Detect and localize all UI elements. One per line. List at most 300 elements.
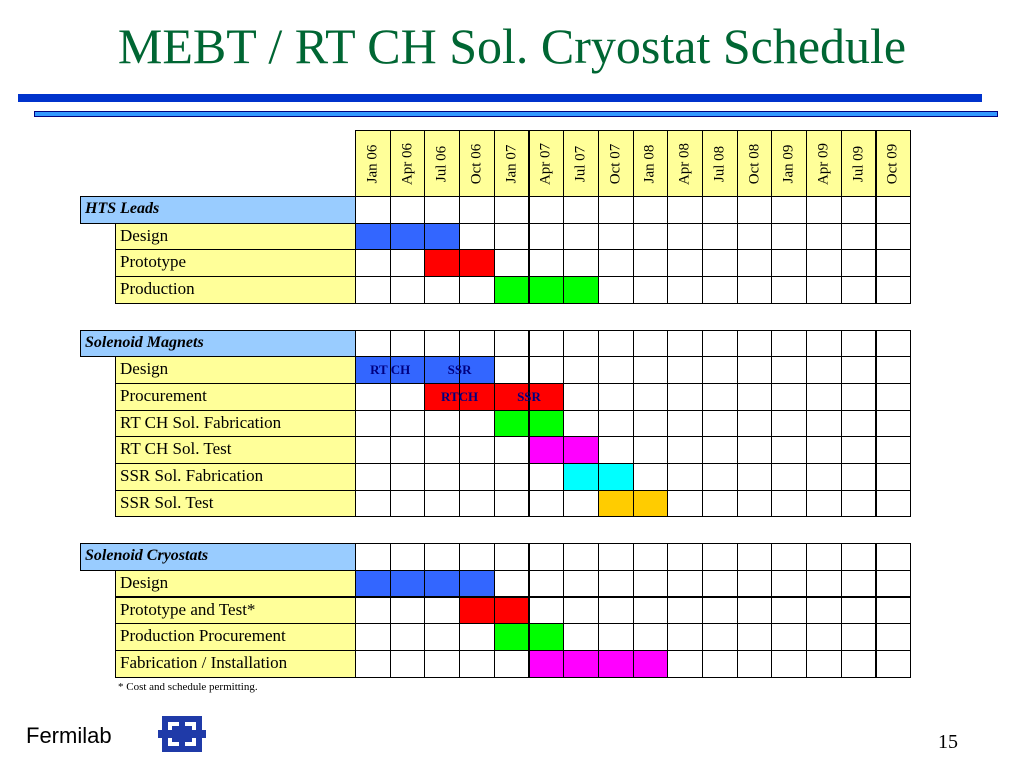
- schedule-cell: [390, 383, 426, 411]
- schedule-cell: [841, 356, 877, 384]
- month-header: [633, 130, 669, 197]
- schedule-cell: [876, 410, 912, 438]
- slide-title: MEBT / RT CH Sol. Cryostat Schedule: [117, 18, 907, 74]
- schedule-cell: [876, 543, 912, 571]
- schedule-cell: [355, 623, 391, 651]
- schedule-cell: [494, 196, 530, 224]
- task-label: Design: [115, 570, 356, 598]
- schedule-bar-cell: [598, 463, 634, 491]
- schedule-cell: [390, 463, 426, 491]
- schedule-bar-cell: [494, 597, 530, 625]
- schedule-cell: [737, 436, 773, 464]
- schedule-cell: [529, 249, 565, 277]
- month-header: [459, 130, 495, 197]
- schedule-cell: [390, 196, 426, 224]
- month-label: Jan 07: [503, 144, 520, 183]
- schedule-cell: [737, 223, 773, 251]
- schedule-cell: [424, 436, 460, 464]
- month-label: Jul 08: [711, 145, 728, 182]
- schedule-cell: [702, 650, 738, 678]
- schedule-cell: [841, 463, 877, 491]
- schedule-bar-cell: [424, 356, 460, 384]
- schedule-cell: [529, 330, 565, 358]
- schedule-cell: [598, 383, 634, 411]
- schedule-cell: [355, 597, 391, 625]
- schedule-cell: [737, 543, 773, 571]
- schedule-cell: [771, 570, 807, 598]
- schedule-cell: [598, 223, 634, 251]
- month-header: [424, 130, 460, 197]
- schedule-cell: [667, 356, 703, 384]
- schedule-cell: [633, 196, 669, 224]
- schedule-cell: [841, 196, 877, 224]
- schedule-cell: [667, 650, 703, 678]
- schedule-cell: [876, 330, 912, 358]
- schedule-cell: [459, 543, 495, 571]
- schedule-bar-cell: [598, 650, 634, 678]
- schedule-cell: [494, 436, 530, 464]
- schedule-cell: [702, 597, 738, 625]
- month-label: Oct 09: [884, 143, 901, 184]
- schedule-bar-cell: [390, 570, 426, 598]
- page-number: 15: [938, 731, 958, 753]
- schedule-cell: [806, 463, 842, 491]
- schedule-cell: [633, 597, 669, 625]
- schedule-cell: [806, 249, 842, 277]
- schedule-cell: [771, 356, 807, 384]
- month-header: [806, 130, 842, 197]
- schedule-cell: [806, 410, 842, 438]
- schedule-cell: [806, 623, 842, 651]
- schedule-cell: [737, 463, 773, 491]
- schedule-bar-cell: [459, 249, 495, 277]
- schedule-cell: [563, 330, 599, 358]
- footnote: * Cost and schedule permitting.: [118, 681, 258, 693]
- schedule-cell: [667, 330, 703, 358]
- schedule-bar-cell: [598, 490, 634, 518]
- schedule-cell: [841, 410, 877, 438]
- schedule-cell: [633, 276, 669, 304]
- month-label: Jul 06: [433, 145, 450, 182]
- schedule-cell: [771, 249, 807, 277]
- schedule-cell: [806, 383, 842, 411]
- schedule-cell: [494, 249, 530, 277]
- month-header: [876, 130, 912, 197]
- bar-label: SSR: [517, 388, 541, 404]
- month-label: Oct 06: [468, 143, 485, 184]
- schedule-cell: [737, 383, 773, 411]
- schedule-cell: [771, 623, 807, 651]
- schedule-cell: [841, 570, 877, 598]
- schedule-cell: [667, 623, 703, 651]
- schedule-cell: [841, 249, 877, 277]
- schedule-cell: [876, 383, 912, 411]
- schedule-cell: [529, 356, 565, 384]
- schedule-cell: [424, 410, 460, 438]
- month-header: [667, 130, 703, 197]
- schedule-cell: [355, 410, 391, 438]
- schedule-bar-cell: [355, 570, 391, 598]
- schedule-cell: [702, 463, 738, 491]
- schedule-bar-cell: [494, 276, 530, 304]
- schedule-cell: [702, 330, 738, 358]
- schedule-cell: [355, 543, 391, 571]
- month-header: [737, 130, 773, 197]
- schedule-bar-cell: [529, 623, 565, 651]
- schedule-cell: [771, 330, 807, 358]
- schedule-cell: [667, 196, 703, 224]
- schedule-cell: [563, 356, 599, 384]
- month-header: [563, 130, 599, 197]
- schedule-cell: [667, 383, 703, 411]
- month-header: [771, 130, 807, 197]
- schedule-cell: [633, 330, 669, 358]
- schedule-cell: [563, 196, 599, 224]
- schedule-cell: [598, 543, 634, 571]
- schedule-cell: [876, 623, 912, 651]
- schedule-cell: [841, 223, 877, 251]
- schedule-cell: [737, 490, 773, 518]
- schedule-cell: [633, 570, 669, 598]
- schedule-bar-cell: [355, 356, 391, 384]
- schedule-bar-cell: [529, 436, 565, 464]
- schedule-cell: [390, 543, 426, 571]
- schedule-cell: [702, 383, 738, 411]
- schedule-cell: [702, 249, 738, 277]
- schedule-cell: [529, 223, 565, 251]
- schedule-cell: [424, 463, 460, 491]
- schedule-cell: [876, 276, 912, 304]
- schedule-bar-cell: [459, 597, 495, 625]
- schedule-cell: [598, 623, 634, 651]
- schedule-cell: [771, 223, 807, 251]
- schedule-bar-cell: [355, 223, 391, 251]
- schedule-cell: [529, 570, 565, 598]
- schedule-cell: [667, 249, 703, 277]
- schedule-bar-cell: [529, 410, 565, 438]
- schedule-cell: [563, 490, 599, 518]
- schedule-cell: [737, 356, 773, 384]
- schedule-cell: [529, 597, 565, 625]
- schedule-cell: [806, 436, 842, 464]
- schedule-bar-cell: [494, 410, 530, 438]
- schedule-cell: [633, 410, 669, 438]
- schedule-cell: [841, 543, 877, 571]
- task-label: Design: [115, 223, 356, 251]
- schedule-cell: [702, 196, 738, 224]
- schedule-cell: [494, 223, 530, 251]
- schedule-cell: [390, 436, 426, 464]
- schedule-cell: [355, 463, 391, 491]
- schedule-cell: [459, 436, 495, 464]
- schedule-cell: [737, 276, 773, 304]
- schedule-cell: [737, 650, 773, 678]
- schedule-cell: [598, 597, 634, 625]
- schedule-bar-cell: [494, 623, 530, 651]
- schedule-cell: [598, 196, 634, 224]
- schedule-cell: [355, 330, 391, 358]
- schedule-cell: [355, 436, 391, 464]
- schedule-cell: [563, 249, 599, 277]
- schedule-cell: [355, 276, 391, 304]
- schedule-bar-cell: [563, 436, 599, 464]
- schedule-cell: [876, 490, 912, 518]
- schedule-cell: [563, 570, 599, 598]
- schedule-cell: [563, 383, 599, 411]
- schedule-cell: [841, 330, 877, 358]
- schedule-cell: [841, 490, 877, 518]
- task-label: Design: [115, 356, 356, 384]
- month-label: Oct 07: [607, 143, 624, 184]
- schedule-cell: [494, 570, 530, 598]
- schedule-cell: [633, 383, 669, 411]
- schedule-cell: [841, 276, 877, 304]
- schedule-cell: [494, 650, 530, 678]
- schedule-cell: [529, 196, 565, 224]
- task-label: Production Procurement: [115, 623, 356, 651]
- schedule-cell: [633, 249, 669, 277]
- schedule-cell: [737, 330, 773, 358]
- schedule-cell: [667, 276, 703, 304]
- schedule-cell: [529, 543, 565, 571]
- schedule-cell: [702, 223, 738, 251]
- schedule-cell: [459, 650, 495, 678]
- schedule-cell: [459, 223, 495, 251]
- schedule-cell: [806, 490, 842, 518]
- schedule-cell: [563, 623, 599, 651]
- schedule-cell: [459, 276, 495, 304]
- month-label: Jul 07: [572, 145, 589, 182]
- schedule-cell: [563, 223, 599, 251]
- schedule-bar-cell: [563, 463, 599, 491]
- schedule-bar-cell: [390, 356, 426, 384]
- schedule-cell: [702, 276, 738, 304]
- schedule-cell: [841, 383, 877, 411]
- schedule-cell: [841, 650, 877, 678]
- schedule-cell: [459, 196, 495, 224]
- task-label: RT CH Sol. Test: [115, 436, 356, 464]
- schedule-cell: [633, 436, 669, 464]
- fermilab-logo-text: Fermilab: [26, 723, 112, 748]
- schedule-cell: [771, 463, 807, 491]
- schedule-cell: [459, 410, 495, 438]
- category-label: HTS Leads: [80, 196, 356, 224]
- schedule-cell: [806, 543, 842, 571]
- schedule-cell: [737, 249, 773, 277]
- schedule-cell: [598, 330, 634, 358]
- task-label: SSR Sol. Fabrication: [115, 463, 356, 491]
- task-label: Procurement: [115, 383, 356, 411]
- schedule-cell: [563, 543, 599, 571]
- bar-label: RT CH: [370, 362, 411, 378]
- schedule-cell: [771, 490, 807, 518]
- task-label: RT CH Sol. Fabrication: [115, 410, 356, 438]
- schedule-cell: [494, 543, 530, 571]
- schedule-bar-cell: [633, 650, 669, 678]
- schedule-cell: [598, 276, 634, 304]
- schedule-cell: [459, 490, 495, 518]
- schedule-cell: [702, 543, 738, 571]
- schedule-cell: [459, 623, 495, 651]
- schedule-cell: [667, 436, 703, 464]
- schedule-cell: [633, 623, 669, 651]
- schedule-cell: [737, 623, 773, 651]
- schedule-cell: [494, 330, 530, 358]
- schedule-cell: [424, 276, 460, 304]
- schedule-cell: [667, 597, 703, 625]
- schedule-cell: [424, 330, 460, 358]
- month-label: Apr 06: [399, 142, 416, 185]
- schedule-bar-cell: [424, 383, 460, 411]
- category-label: Solenoid Magnets: [80, 330, 356, 358]
- schedule-cell: [737, 410, 773, 438]
- bar-label: SSR: [447, 362, 472, 378]
- schedule-cell: [771, 543, 807, 571]
- schedule-cell: [355, 249, 391, 277]
- schedule-cell: [876, 196, 912, 224]
- schedule-cell: [702, 436, 738, 464]
- schedule-cell: [771, 436, 807, 464]
- schedule-cell: [876, 356, 912, 384]
- schedule-cell: [355, 490, 391, 518]
- schedule-cell: [876, 249, 912, 277]
- schedule-cell: [494, 356, 530, 384]
- schedule-cell: [841, 597, 877, 625]
- schedule-cell: [598, 436, 634, 464]
- schedule-cell: [737, 196, 773, 224]
- schedule-cell: [633, 356, 669, 384]
- month-label: Apr 07: [537, 142, 554, 185]
- schedule-cell: [667, 543, 703, 571]
- schedule-cell: [771, 276, 807, 304]
- schedule-cell: [424, 543, 460, 571]
- schedule-cell: [771, 650, 807, 678]
- schedule-cell: [390, 597, 426, 625]
- schedule-cell: [702, 570, 738, 598]
- month-header: [702, 130, 738, 197]
- month-label: Oct 08: [746, 143, 763, 184]
- schedule-cell: [390, 330, 426, 358]
- schedule-cell: [424, 490, 460, 518]
- schedule-cell: [355, 383, 391, 411]
- task-label: SSR Sol. Test: [115, 490, 356, 518]
- schedule-cell: [667, 463, 703, 491]
- schedule-cell: [494, 490, 530, 518]
- schedule-cell: [667, 490, 703, 518]
- schedule-cell: [529, 463, 565, 491]
- schedule-cell: [598, 410, 634, 438]
- schedule-bar-cell: [529, 383, 565, 411]
- schedule-bar-cell: [563, 276, 599, 304]
- schedule-bar-cell: [529, 650, 565, 678]
- schedule-cell: [876, 570, 912, 598]
- schedule-bar-cell: [563, 650, 599, 678]
- schedule-cell: [806, 570, 842, 598]
- month-label: Jan 09: [780, 144, 797, 183]
- schedule-bar-cell: [424, 249, 460, 277]
- schedule-bar-cell: [390, 223, 426, 251]
- schedule-cell: [424, 196, 460, 224]
- schedule-cell: [598, 356, 634, 384]
- schedule-cell: [771, 196, 807, 224]
- schedule-cell: [390, 650, 426, 678]
- month-header: [355, 130, 391, 197]
- schedule-cell: [390, 276, 426, 304]
- schedule-cell: [841, 436, 877, 464]
- schedule-cell: [771, 597, 807, 625]
- schedule-bar-cell: [633, 490, 669, 518]
- schedule-cell: [667, 410, 703, 438]
- schedule-cell: [633, 463, 669, 491]
- schedule-cell: [806, 196, 842, 224]
- schedule-cell: [667, 223, 703, 251]
- schedule-cell: [459, 330, 495, 358]
- schedule-cell: [390, 410, 426, 438]
- schedule-cell: [806, 356, 842, 384]
- month-header: [598, 130, 634, 197]
- task-label: Prototype: [115, 249, 356, 277]
- schedule-bar-cell: [494, 383, 530, 411]
- month-label: Apr 09: [815, 142, 832, 185]
- schedule-cell: [563, 410, 599, 438]
- task-label: Production: [115, 276, 356, 304]
- schedule-bar-cell: [459, 356, 495, 384]
- schedule-cell: [598, 249, 634, 277]
- schedule-cell: [737, 597, 773, 625]
- schedule-cell: [702, 623, 738, 651]
- month-header: [494, 130, 530, 197]
- schedule-cell: [355, 650, 391, 678]
- schedule-bar-cell: [529, 276, 565, 304]
- schedule-cell: [876, 597, 912, 625]
- schedule-cell: [424, 623, 460, 651]
- schedule-cell: [633, 223, 669, 251]
- schedule-cell: [702, 490, 738, 518]
- month-label: Jan 06: [364, 144, 381, 183]
- fermilab-logo-icon: [158, 714, 206, 754]
- schedule-cell: [459, 463, 495, 491]
- category-label: Solenoid Cryostats: [80, 543, 356, 571]
- schedule-cell: [424, 650, 460, 678]
- schedule-cell: [633, 543, 669, 571]
- schedule-cell: [667, 570, 703, 598]
- schedule-cell: [806, 650, 842, 678]
- schedule-cell: [702, 356, 738, 384]
- schedule-cell: [841, 623, 877, 651]
- schedule-cell: [806, 276, 842, 304]
- month-header: [390, 130, 426, 197]
- schedule-cell: [806, 223, 842, 251]
- schedule-bar-cell: [459, 383, 495, 411]
- schedule-cell: [806, 330, 842, 358]
- schedule-cell: [563, 597, 599, 625]
- schedule-cell: [355, 196, 391, 224]
- month-header: [529, 130, 565, 197]
- schedule-cell: [702, 410, 738, 438]
- schedule-cell: [390, 249, 426, 277]
- month-header: [841, 130, 877, 197]
- schedule-cell: [771, 383, 807, 411]
- schedule-cell: [424, 597, 460, 625]
- schedule-cell: [529, 490, 565, 518]
- task-label: Prototype and Test*: [115, 597, 356, 625]
- bar-label: RTCH: [441, 388, 479, 404]
- schedule-cell: [598, 570, 634, 598]
- schedule-bar-cell: [424, 570, 460, 598]
- schedule-cell: [876, 223, 912, 251]
- schedule-cell: [737, 570, 773, 598]
- schedule-cell: [494, 463, 530, 491]
